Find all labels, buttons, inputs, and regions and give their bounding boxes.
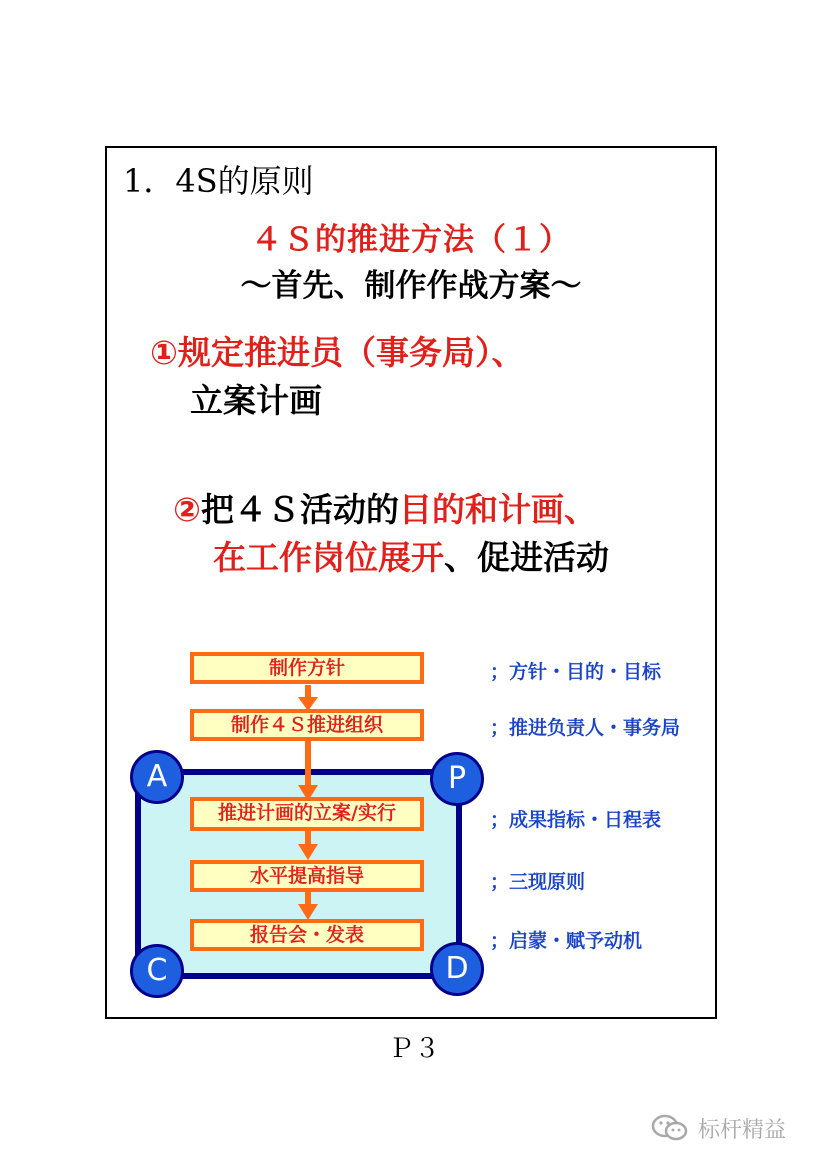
flow-step-2: 制作４Ｓ推进组织 bbox=[190, 709, 424, 741]
corner-a-circle: A bbox=[130, 750, 184, 804]
point1-line1: ①规定推进员（事务局）、 bbox=[150, 333, 525, 372]
flow-step-1: 制作方针 bbox=[190, 652, 424, 684]
flow-note-2: ；推进负责人・事务局 bbox=[490, 717, 681, 739]
flow-note-1: ；方针・目的・目标 bbox=[490, 661, 662, 683]
corner-d-circle: D bbox=[430, 942, 484, 996]
slide-heading: 1．4S的原则 bbox=[123, 162, 314, 200]
corner-c-circle: C bbox=[130, 944, 184, 998]
arrow-down-icon bbox=[296, 741, 320, 801]
page-number: Ｐ３ bbox=[387, 1034, 440, 1064]
flow-note-4: ；三现原则 bbox=[490, 871, 586, 893]
point2-text-c: 在工作岗位展开 bbox=[212, 538, 444, 577]
wechat-icon bbox=[650, 1113, 690, 1143]
arrow-down-icon bbox=[296, 892, 320, 920]
point2-text-b: 目的和计画、 bbox=[398, 490, 597, 529]
point2-text-a: 把４Ｓ活动的 bbox=[200, 490, 399, 529]
arrow-down-icon bbox=[296, 685, 320, 711]
corner-p-circle: P bbox=[430, 752, 484, 806]
watermark bbox=[650, 1108, 786, 1148]
flow-step-3: 推进计画的立案/实行 bbox=[190, 797, 424, 831]
point1-line2: 立案计画 bbox=[190, 381, 322, 420]
subtitle-secondary: ～首先、制作作战方案～ bbox=[240, 268, 582, 304]
flow-step-5: 报告会・发表 bbox=[190, 919, 424, 951]
flow-note-5: ；启蒙・赋予动机 bbox=[490, 930, 643, 952]
watermark-text: 标杆精益 bbox=[698, 1117, 787, 1143]
arrow-down-icon bbox=[296, 830, 320, 860]
flow-note-3: ；成果指标・日程表 bbox=[490, 809, 662, 831]
flow-step-4: 水平提高指导 bbox=[190, 860, 424, 892]
point2-line2 bbox=[190, 508, 609, 577]
subtitle: ４Ｓ的推进方法（１） bbox=[251, 222, 571, 258]
point2-text-d: 、促进活动 bbox=[443, 538, 609, 577]
point2-marker: ② bbox=[172, 490, 201, 529]
